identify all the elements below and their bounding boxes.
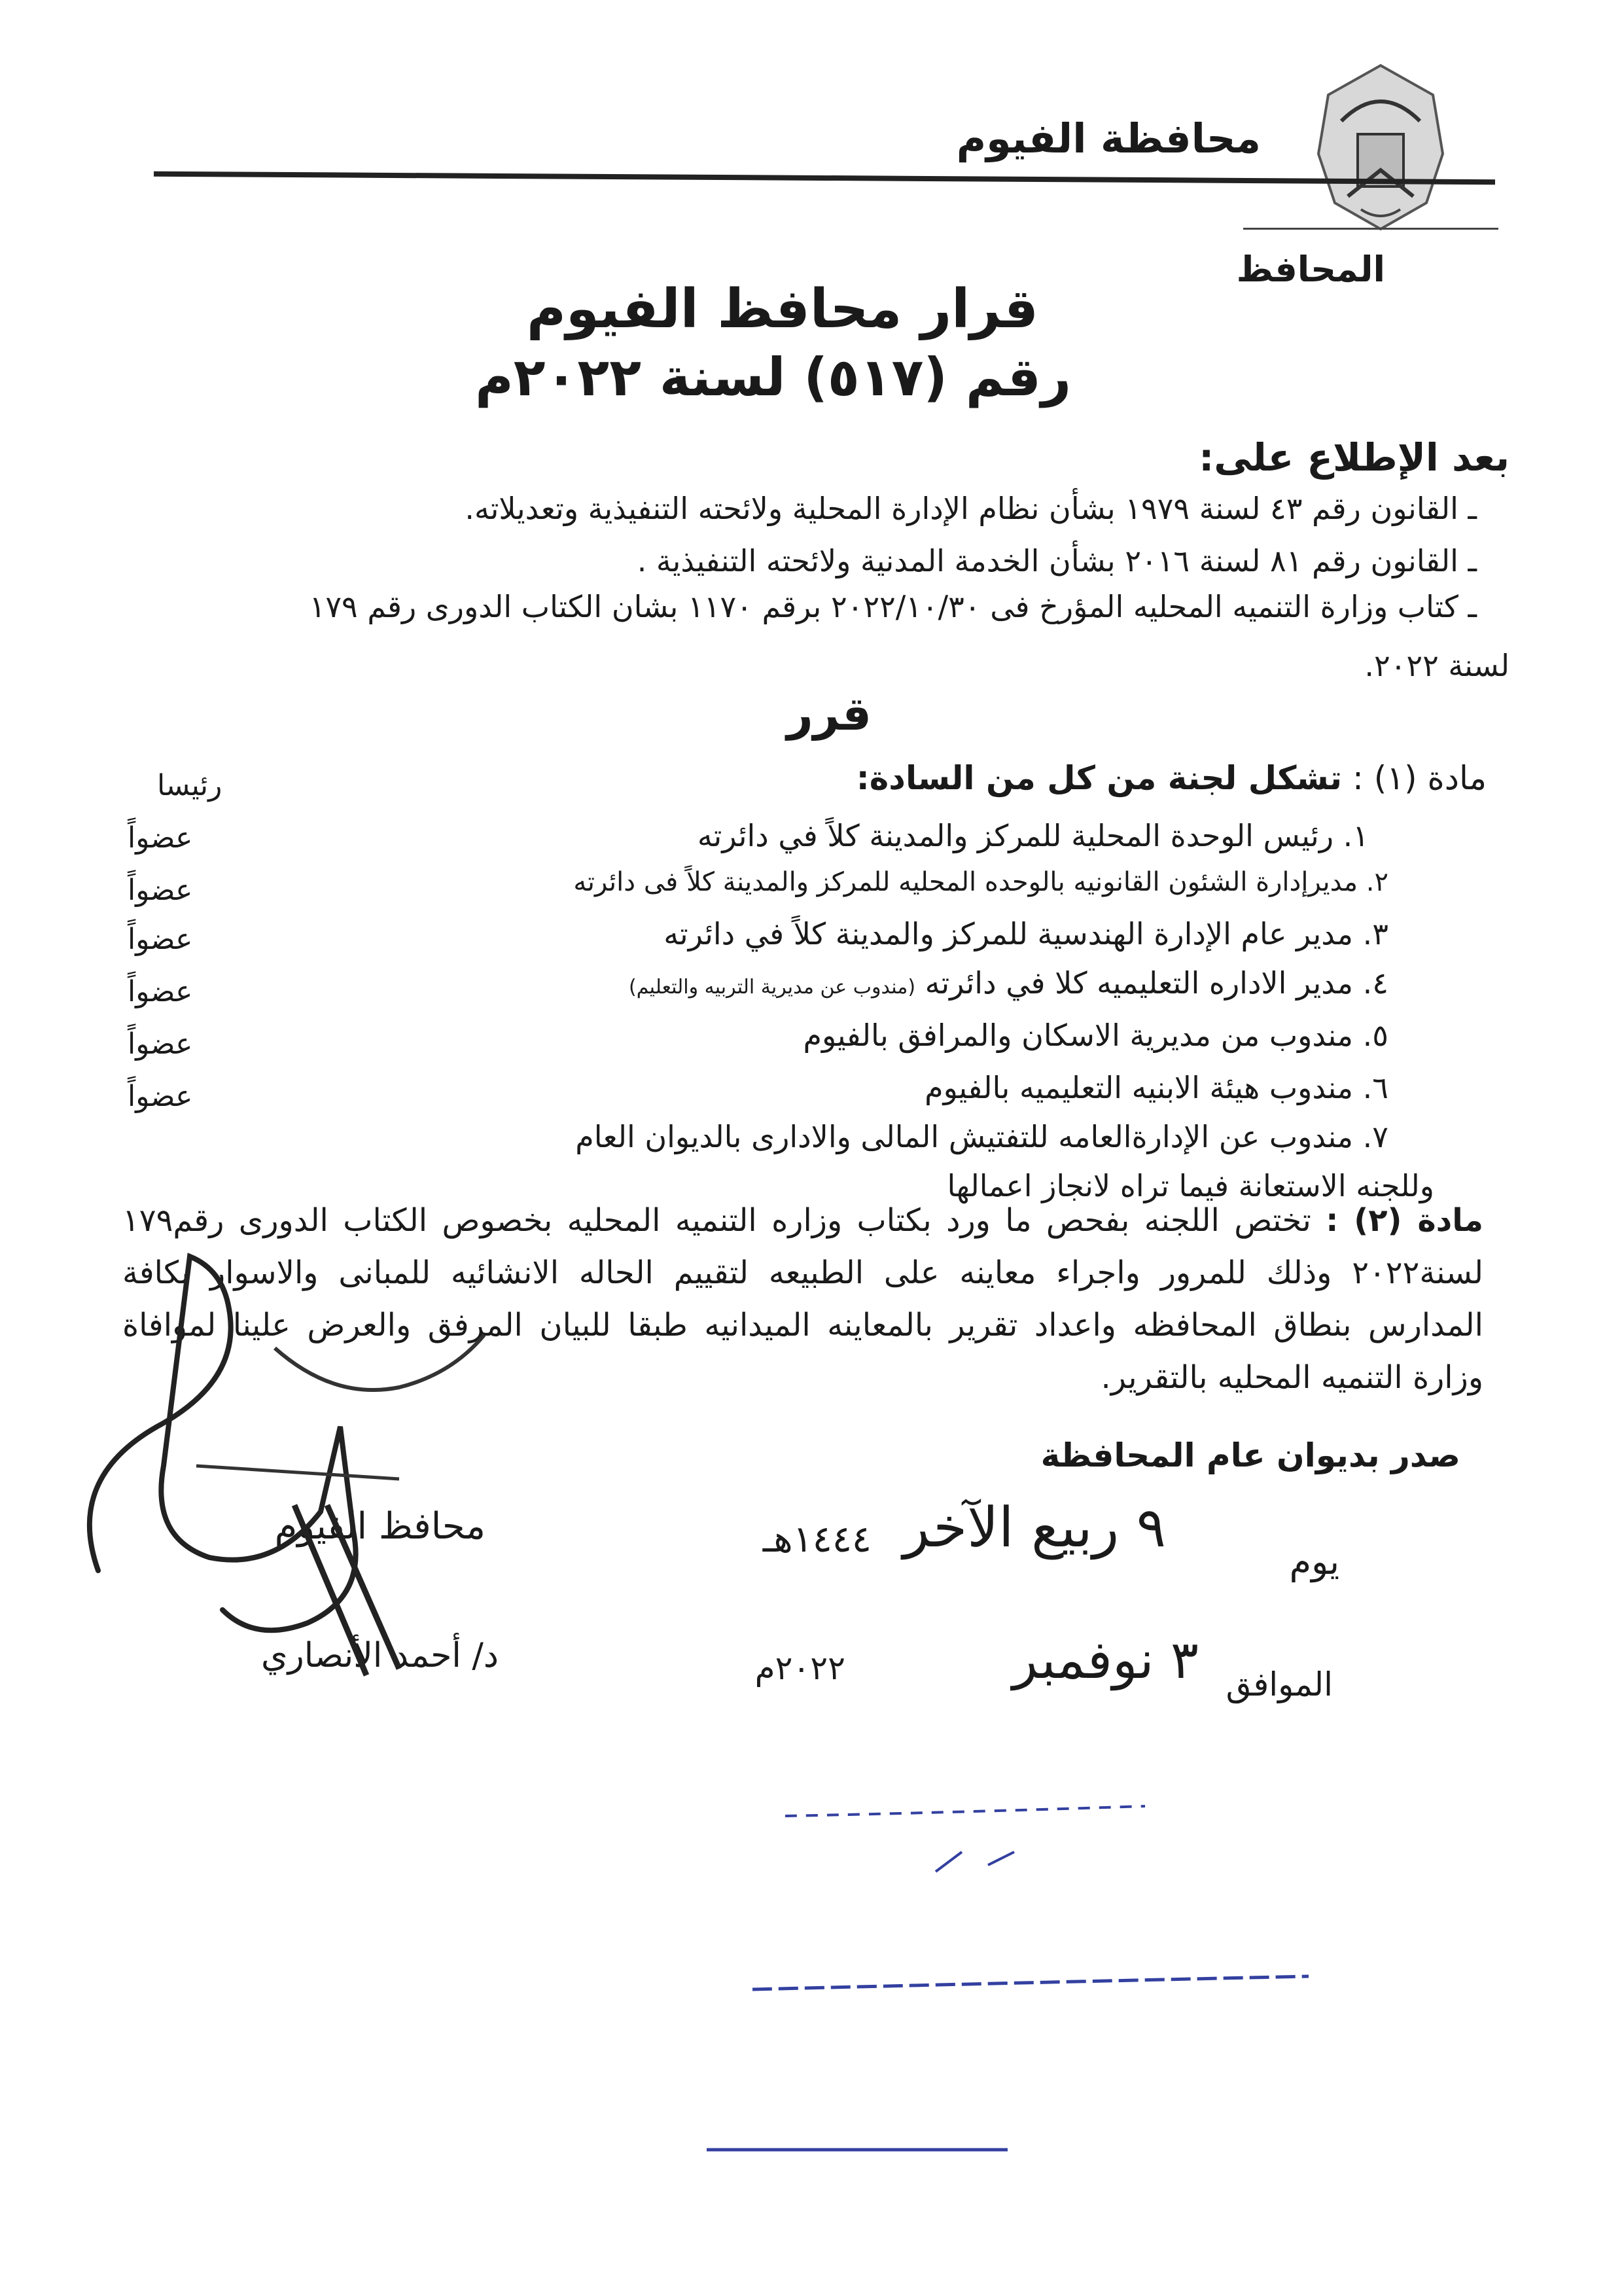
member-role: عضواً [128, 1080, 193, 1113]
article-2-label: مادة (٢) : [1326, 1202, 1484, 1239]
article-1-intro: تشكل لجنة من كل من السادة: [856, 759, 1343, 797]
gregorian-date-handwritten: ٣ نوفمبر [1012, 1629, 1199, 1690]
governorate-name: محافظة الفيوم [956, 115, 1261, 162]
member-item: ٣. مدير عام الإدارة الهندسية للمركز والمدينة كلاً في دائرته [663, 916, 1388, 952]
corresponding-label: الموافق [1226, 1665, 1333, 1703]
header-rule [154, 171, 1495, 185]
member-item [629, 965, 1388, 1001]
member-item: ٥. مندوب من مديرية الاسكان والمرافق بالفيوم [803, 1018, 1388, 1053]
member-item-note: (مندوب عن مديرية التربيه والتعليم) [628, 976, 916, 999]
issued-at: صدر بديوان عام المحافظة [1040, 1436, 1460, 1474]
member-item: ٢. مديرإدارة الشئون القانونيه بالوحده المحليه للمركز والمدينة كلاً فى دائرته [573, 867, 1388, 897]
preamble-item: ـ القانون رقم ٤٣ لسنة ١٩٧٩ بشأن نظام الإدارة المحلية ولائحته التنفيذية وتعديلاته. [465, 491, 1477, 526]
day-label: يوم [1289, 1541, 1339, 1582]
member-item: ١. رئيس الوحدة المحلية للمركز والمدينة كلاً في دائرته [697, 818, 1369, 853]
member-role: عضواً [128, 874, 193, 907]
article-1-label: مادة (١) : [1352, 759, 1487, 797]
decision-heading: قرر [786, 687, 872, 741]
member-item: ٧. مندوب عن الإدارةالعامه للتفتيش المالى والادارى بالديوان العام [575, 1119, 1388, 1154]
committee-closing: وللجنه الاستعانة فيما تراه لانجاز اعمالها [947, 1168, 1434, 1203]
article-1-heading [856, 759, 1487, 797]
gregorian-year: ٢٠٢٢م [754, 1649, 845, 1687]
member-role: عضواً [128, 975, 193, 1008]
decree-title: قرار محافظ الفيوم [526, 278, 1038, 340]
decree-number: رقم (٥١٧) لسنة ٢٠٢٢م [475, 347, 1071, 408]
article-2-text: تختص اللجنه بفحص ما ورد بكتاب وزاره التنميه المحليه بخصوص الكتاب الدورى رقم١٧٩ لسنة٢٠٢٢ وذلك للمرور واجراء معاينه على الطبيعه لتقييم الحاله الانشائيه للمبانى والاسوار بكافة المدارس بنطاق المحافظه واعداد تقرير بالمعاينه الميدانيه طبقا للبيان المرفق والعرض علينا لموافاة وزارة التنميه المحليه بالتقرير. [122, 1202, 1483, 1396]
handwritten-signature [59, 1230, 530, 1728]
preamble-heading: بعد الإطلاع على: [1199, 435, 1509, 480]
hijri-year: ١٤٤٤هـ [762, 1518, 872, 1561]
preamble-item: ـ القانون رقم ٨١ لسنة ٢٠١٦ بشأن الخدمة المدنية ولائحته التنفيذية . [637, 543, 1477, 578]
header-rule-short [1243, 228, 1498, 230]
member-role: عضواً [128, 923, 193, 956]
preamble-item: ـ كتاب وزارة التنميه المحليه المؤرخ فى ٢٠٢٢/١٠/٣٠ برقم ١١٧٠ بشان الكتاب الدورى رقم ١٧٩ [309, 589, 1477, 624]
hijri-date-handwritten: ٩ ربيع الآخر [902, 1495, 1166, 1559]
office-label: المحافظ [1236, 249, 1385, 290]
signatory-title: محافظ الفيوم [274, 1505, 485, 1548]
preamble-item: لسنة ٢٠٢٢. [1364, 648, 1509, 683]
member-item: ٦. مندوب هيئة الابنيه التعليميه بالفيوم [925, 1070, 1388, 1105]
member-role: رئيسا [157, 769, 222, 802]
fayoum-governorate-emblem-icon [1302, 56, 1459, 239]
handwritten-marks [622, 1767, 1439, 2192]
member-role: عضواً [128, 821, 193, 855]
signatory-name: د/ أحمد الأنصاري [260, 1636, 499, 1675]
member-role: عضواً [128, 1027, 193, 1061]
member-item-text: ٤. مدير الاداره التعليميه كلا في دائرته [925, 965, 1388, 1001]
